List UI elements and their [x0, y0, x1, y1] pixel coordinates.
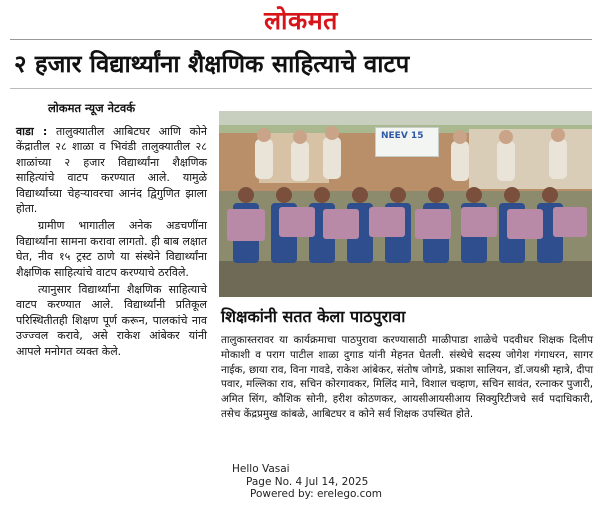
footer-powered-by: Powered by: erelego.com [250, 488, 383, 500]
paragraph-1 [16, 124, 207, 216]
footer-edition: Hello Vasai [232, 463, 290, 475]
top-divider [10, 39, 592, 40]
paragraph-1-text: तालुक्यातील आबिटघर आणि कोने केंद्रातील २८ शाळा व भिवंडी तालुक्यातील २८ शाळांच्या २ हजार विद्यार्थ्यांना शैक्षणिक साहित्यांचे वाटप करण्यात आले. यामुळे विद्यार्थ्यांच्या चेहऱ्यावरचा आनंद द्विगुणित झाला होता. [16, 125, 207, 216]
page-footer [232, 463, 382, 501]
photo-banner: NEEV 15 [375, 127, 439, 157]
newspaper-logo: लोकमत [264, 6, 338, 35]
right-column-text: तालुकास्तरावर या कार्यक्रमाचा पाठपुरावा करण्यासाठी माळीपाडा शाळेचे पदवीधर शिक्षक दिलीप मोकाशी व पराग पाटील शाळा दुगाड यांनी मेहनत घेतली. संस्थेचे सदस्य जोगेश गंगाधरन, सागर नाईक, छाया राव, विना गावडे, राकेश आंबेकर, संतोष जोगडे, प्रकाश सालियन, डॉ.जयश्री म्हात्रे, दीपा पवार, मल्लिका राव, सचिन कोरगावकर, मिलिंद माने, विशाल चव्हाण, सचिन सावंत, रत्नाकर पुजारी, अमित सिंग, कौशिक सोनी, हरीश कोठणकर, आयसीआयसीआय सिक्युरिटीजचे सर्व पदाधिकारी, तसेच केंद्रप्रमुख कांबळे, आबिटघर व कोने सर्व शिक्षक उपस्थित होते. [221, 334, 593, 420]
article-photo [219, 111, 592, 297]
headline-divider [10, 88, 592, 89]
dateline: वाडा : [16, 125, 48, 138]
paragraph-2: ग्रामीण भागातील अनेक अडचणींना विद्यार्थ्यांना सामना करावा लागतो. ही बाब लक्षात घेत, नीव १५ ट्रस्ट ठाणे या संस्थेने विद्यार्थ्यांना शैक्षणिक साहित्यांचे वाटप करण्याचे ठरविले. [16, 219, 207, 279]
article-byline: लोकमत न्यूज नेटवर्क [48, 101, 136, 115]
paragraph-3: त्यानुसार विद्यार्थ्यांना शैक्षणिक साहित्याचे वाटप करण्यात आले. विद्यार्थ्यांनी प्रतिकूल परिस्थितीतही शिक्षण पूर्ण करून, पालकांचे नाव उज्ज्वल करावे, असे राकेश आंबेकर यांनी आपले मनोगत व्यक्त केले. [16, 283, 207, 358]
left-column-text [16, 124, 207, 361]
footer-page-date: Page No. 4 Jul 14, 2025 [246, 475, 369, 488]
masthead [0, 0, 602, 40]
article-headline: २ हजार विद्यार्थ्यांना शैक्षणिक साहित्याचे वाटप [14, 49, 410, 78]
article-subheading: शिक्षकांनी सतत केला पाठपुरावा [221, 307, 406, 326]
